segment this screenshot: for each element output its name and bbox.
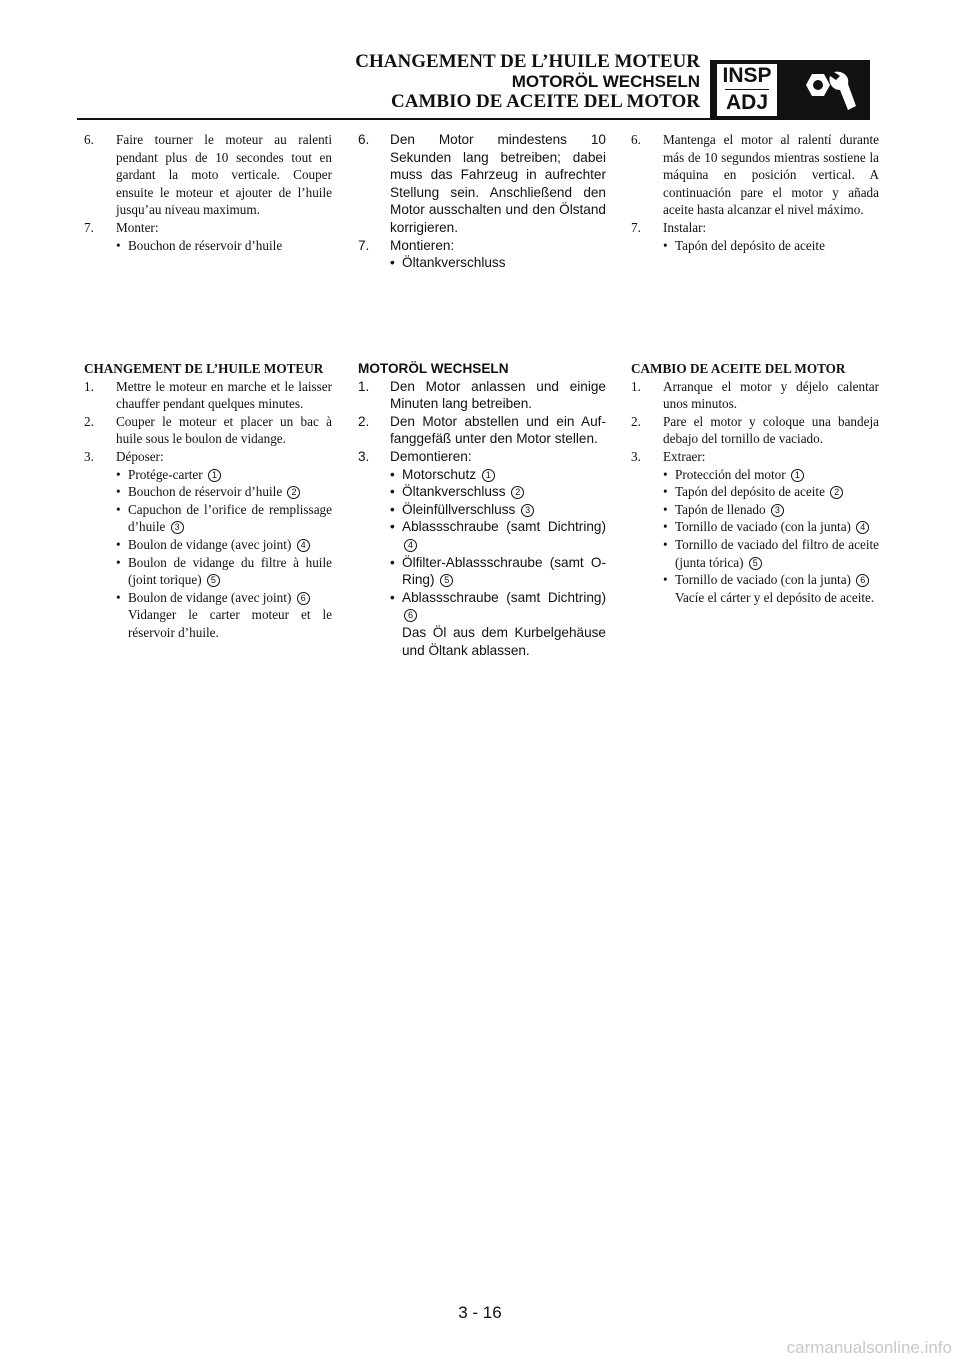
list-item: 2. Pare el motor y coloque una bandeja debajo del tornillo de vaciado.	[631, 413, 879, 447]
bullet-item: • Tapón del depósito de aceite	[631, 237, 879, 255]
column-french	[84, 131, 332, 254]
list-item: 1. Den Motor anlassen und einige Minuten lang betreiben.	[358, 378, 606, 412]
list-item: 7. Monter:	[84, 219, 159, 235]
bullet-item: • Öltankverschluss 2	[358, 483, 606, 501]
bullet-item: • Öleinfüllverschluss 3	[358, 501, 606, 519]
bullet-item: • Boulon de vidange (avec joint) 4	[84, 536, 332, 554]
list-item: 1. Arranque el motor y déjelo calentar unos minutos.	[631, 378, 879, 412]
list-item: 1. Mettre le moteur en marche et le laisser chauffer pendant quelques minutes.	[84, 378, 332, 412]
bullet-item: • Ölfilter-Ablassschraube (samt O-Ring) 5	[358, 554, 606, 589]
callout-number: 3	[171, 521, 184, 534]
list-item: 2. Den Motor abstellen und ein Auffanggefäß unter den Motor stellen.	[358, 413, 606, 447]
section-title: CAMBIO DE ACEITE DEL MOTOR	[631, 361, 846, 376]
list-item: 6. Den Motor mindestens 10 Sekunden lang betreiben; dabei muss das Fahrzeug in aufrechter Stellung sein. Anschließend den Motor ausschalten und den Ölstand korrigieren.	[358, 132, 606, 235]
list-item: 2. Couper le moteur et placer un bac à huile sous le boulon de vidange.	[84, 413, 332, 447]
list-item: 3. Extraer:	[631, 448, 706, 464]
note-text: Vidanger le carter moteur et le réservoir d’huile.	[128, 607, 332, 640]
insp-adj-badge	[710, 60, 870, 120]
bullet-item: • Ablassschraube (samt Dichtring) 4	[358, 518, 606, 553]
bullet-item: • Tornillo de vaciado (con la junta) 4	[631, 518, 879, 536]
page-header	[0, 52, 700, 112]
column-spanish-section	[631, 360, 879, 606]
bullet-item: • Tapón de llenado 3	[631, 501, 879, 519]
badge-insp: INSP	[722, 64, 772, 87]
callout-number: 2	[287, 486, 300, 499]
section-title: CHANGEMENT DE L’HUILE MOTEUR	[84, 361, 324, 376]
bullet-item: • Motorschutz 1	[358, 466, 606, 484]
column-spanish	[631, 131, 879, 254]
bullet-item: • Tapón del depósito de aceite 2	[631, 483, 879, 501]
bullet-item: • Tornillo de vaciado (con la junta) 6	[631, 571, 879, 589]
column-german-section	[358, 360, 606, 659]
callout-number: 5	[749, 557, 762, 570]
bullet-item: • Protége-carter 1	[84, 466, 332, 484]
callout-number: 6	[856, 574, 869, 587]
callout-number: 6	[297, 592, 310, 605]
bullet-item: • Boulon de vidange (avec joint) 6	[84, 589, 332, 607]
note-text: Vacíe el cárter y el depósito de aceite.	[675, 589, 875, 605]
callout-number: 1	[208, 469, 221, 482]
bullet-item: • Capuchon de l’orifice de remplissage d’huile 3	[84, 501, 332, 536]
section-title: MOTORÖL WECHSELN	[358, 361, 509, 376]
wrench-nut-icon	[790, 66, 860, 114]
badge-label	[716, 63, 778, 117]
watermark: carmanualsonline.info	[786, 1338, 952, 1357]
list-item: 3. Déposer:	[84, 448, 164, 464]
bullet-item: • Boulon de vidange du filtre à huile (joint torique) 5	[84, 554, 332, 589]
column-french-section	[84, 360, 332, 642]
callout-number: 4	[404, 539, 417, 552]
bullet-item: • Ablassschraube (samt Dichtring) 6	[358, 589, 606, 624]
page-number: 3 - 16	[458, 1303, 502, 1322]
callout-number: 1	[482, 469, 495, 482]
callout-number: 3	[521, 504, 534, 517]
callout-number: 5	[207, 574, 220, 587]
title-french: CHANGEMENT DE L’HUILE MOTEUR	[355, 51, 700, 72]
callout-number: 2	[511, 486, 524, 499]
bullet-item: • Tornillo de vaciado del filtro de aceite (junta tórica) 5	[631, 536, 879, 571]
column-german	[358, 131, 606, 272]
callout-number: 3	[771, 504, 784, 517]
bullet-item: • Protección del motor 1	[631, 466, 879, 484]
callout-number: 4	[297, 539, 310, 552]
list-item: 3. Demontieren:	[358, 448, 472, 464]
callout-number: 1	[791, 469, 804, 482]
note-text: Das Öl aus dem Kurbelgehäuse und Öltank ablassen.	[402, 624, 606, 658]
list-item: 6. Mantenga el motor al ralentí durante más de 10 segundos mientras sostiene la máquina en posición vertical. A continuación pare el motor y añada aceite hasta alcanzar el nivel máximo.	[631, 132, 879, 218]
bullet-item: • Bouchon de réservoir d’huile 2	[84, 483, 332, 501]
callout-number: 4	[856, 521, 869, 534]
title-german: MOTORÖL WECHSELN	[511, 72, 700, 91]
list-item: 7. Instalar:	[631, 219, 707, 235]
list-item: 7. Montieren:	[358, 237, 455, 253]
list-item: 6. Faire tourner le moteur au ralenti pendant plus de 10 secondes tout en gardant la moto verticale. Couper ensuite le moteur et ajouter de l’huile jusqu’au niveau maximum.	[84, 132, 332, 218]
badge-adj: ADJ	[725, 91, 768, 114]
title-spanish: CAMBIO DE ACEITE DEL MOTOR	[391, 91, 700, 112]
bullet-item: • Öltankverschluss	[358, 254, 606, 272]
bullet-item: • Bouchon de réservoir d’huile	[84, 237, 332, 255]
callout-number: 2	[830, 486, 843, 499]
callout-number: 6	[404, 609, 417, 622]
callout-number: 5	[440, 574, 453, 587]
